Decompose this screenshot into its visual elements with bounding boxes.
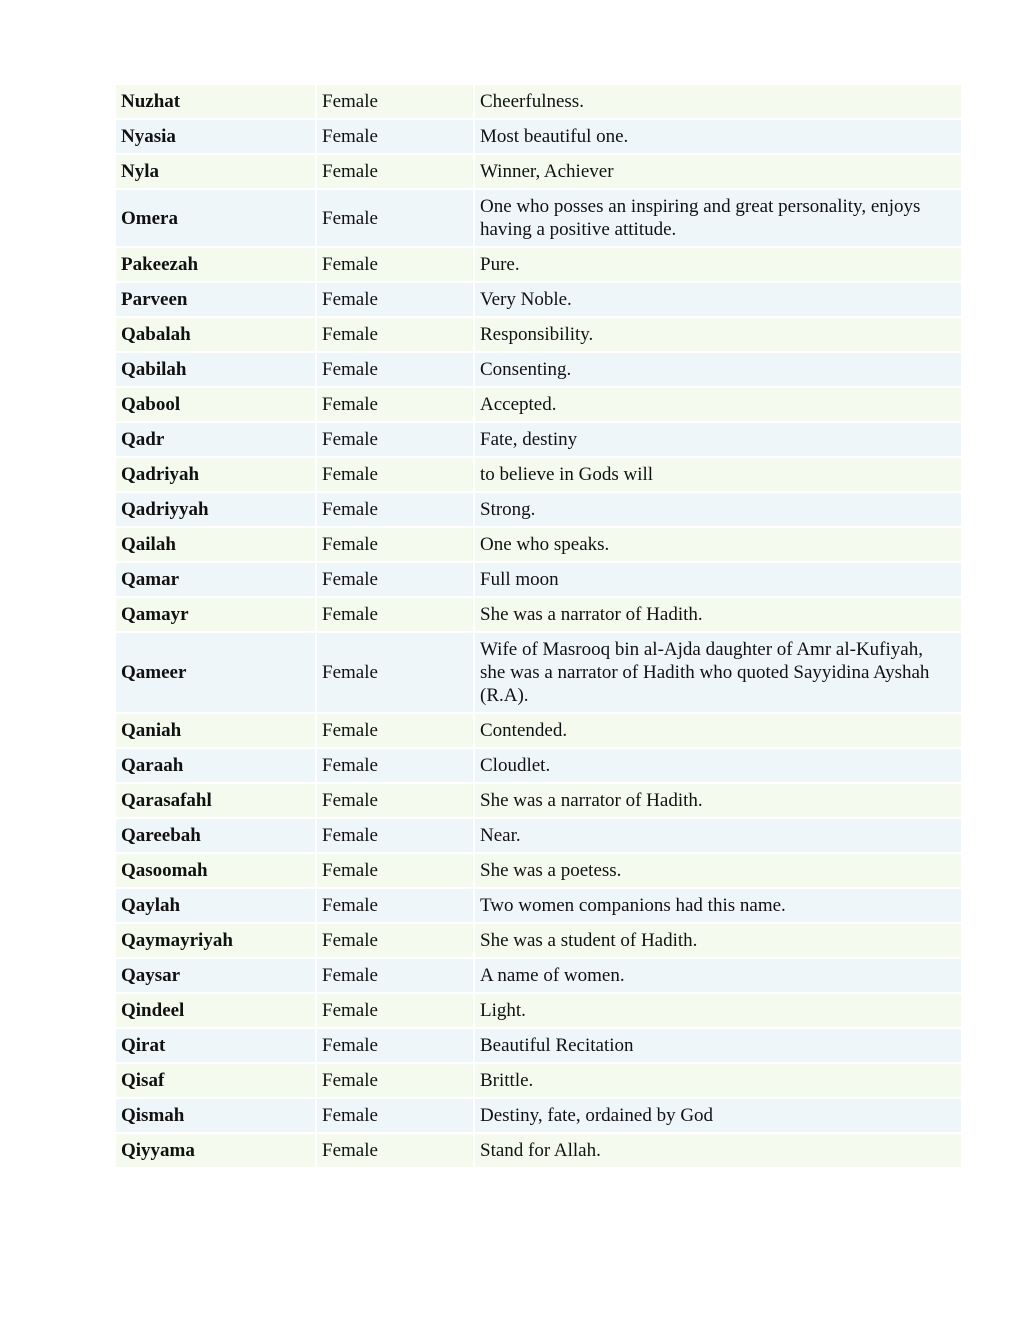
name-cell: Qaysar bbox=[116, 959, 315, 992]
table-row bbox=[116, 155, 961, 188]
gender-cell: Female bbox=[317, 633, 473, 712]
table-row bbox=[116, 353, 961, 386]
gender-cell: Female bbox=[317, 248, 473, 281]
meaning-cell: She was a narrator of Hadith. bbox=[475, 784, 961, 817]
table-row bbox=[116, 633, 961, 712]
gender-cell: Female bbox=[317, 784, 473, 817]
table-row bbox=[116, 120, 961, 153]
table-row bbox=[116, 1064, 961, 1097]
name-cell: Qaraah bbox=[116, 749, 315, 782]
table-row bbox=[116, 784, 961, 817]
gender-cell: Female bbox=[317, 819, 473, 852]
table-row bbox=[116, 388, 961, 421]
table-row bbox=[116, 819, 961, 852]
table-row bbox=[116, 190, 961, 246]
name-cell: Qabool bbox=[116, 388, 315, 421]
meaning-cell: Contended. bbox=[475, 714, 961, 747]
meaning-cell: Most beautiful one. bbox=[475, 120, 961, 153]
meaning-cell: Fate, destiny bbox=[475, 423, 961, 456]
meaning-cell: She was a student of Hadith. bbox=[475, 924, 961, 957]
table-row bbox=[116, 1134, 961, 1167]
meaning-cell: to believe in Gods will bbox=[475, 458, 961, 491]
name-cell: Qarasafahl bbox=[116, 784, 315, 817]
gender-cell: Female bbox=[317, 458, 473, 491]
gender-cell: Female bbox=[317, 889, 473, 922]
table-row bbox=[116, 1029, 961, 1062]
table-row bbox=[116, 924, 961, 957]
meaning-cell: Full moon bbox=[475, 563, 961, 596]
meaning-cell: Very Noble. bbox=[475, 283, 961, 316]
table-row bbox=[116, 994, 961, 1027]
gender-cell: Female bbox=[317, 423, 473, 456]
name-cell: Qirat bbox=[116, 1029, 315, 1062]
meaning-cell: Cloudlet. bbox=[475, 749, 961, 782]
meaning-cell: Winner, Achiever bbox=[475, 155, 961, 188]
meaning-cell: One who speaks. bbox=[475, 528, 961, 561]
gender-cell: Female bbox=[317, 85, 473, 118]
name-cell: Qabilah bbox=[116, 353, 315, 386]
name-cell: Nyla bbox=[116, 155, 315, 188]
meaning-cell: Beautiful Recitation bbox=[475, 1029, 961, 1062]
meaning-cell: Light. bbox=[475, 994, 961, 1027]
meaning-cell: Cheerfulness. bbox=[475, 85, 961, 118]
gender-cell: Female bbox=[317, 493, 473, 526]
gender-cell: Female bbox=[317, 1134, 473, 1167]
meaning-cell: Two women companions had this name. bbox=[475, 889, 961, 922]
gender-cell: Female bbox=[317, 155, 473, 188]
name-cell: Qabalah bbox=[116, 318, 315, 351]
name-cell: Qasoomah bbox=[116, 854, 315, 887]
names-table bbox=[114, 83, 963, 1169]
gender-cell: Female bbox=[317, 959, 473, 992]
table-row bbox=[116, 318, 961, 351]
name-cell: Qareebah bbox=[116, 819, 315, 852]
name-cell: Qaymayriyah bbox=[116, 924, 315, 957]
meaning-cell: Brittle. bbox=[475, 1064, 961, 1097]
name-cell: Qamar bbox=[116, 563, 315, 596]
meaning-cell: Wife of Masrooq bin al-Ajda daughter of Amr al-Kufiyah, she was a narrator of Hadith who quoted Sayyidina Ayshah (R.A). bbox=[475, 633, 961, 712]
name-cell: Omera bbox=[116, 190, 315, 246]
meaning-cell: Responsibility. bbox=[475, 318, 961, 351]
table-row bbox=[116, 598, 961, 631]
meaning-cell: She was a narrator of Hadith. bbox=[475, 598, 961, 631]
gender-cell: Female bbox=[317, 353, 473, 386]
name-cell: Qamayr bbox=[116, 598, 315, 631]
table-row bbox=[116, 493, 961, 526]
name-cell: Qismah bbox=[116, 1099, 315, 1132]
name-cell: Qindeel bbox=[116, 994, 315, 1027]
gender-cell: Female bbox=[317, 598, 473, 631]
name-cell: Parveen bbox=[116, 283, 315, 316]
name-cell: Qadr bbox=[116, 423, 315, 456]
table-row bbox=[116, 85, 961, 118]
meaning-cell: Pure. bbox=[475, 248, 961, 281]
meaning-cell: Destiny, fate, ordained by God bbox=[475, 1099, 961, 1132]
table-row bbox=[116, 854, 961, 887]
meaning-cell: One who posses an inspiring and great personality, enjoys having a positive attitude. bbox=[475, 190, 961, 246]
name-cell: Qisaf bbox=[116, 1064, 315, 1097]
gender-cell: Female bbox=[317, 318, 473, 351]
gender-cell: Female bbox=[317, 1029, 473, 1062]
table-row bbox=[116, 458, 961, 491]
gender-cell: Female bbox=[317, 563, 473, 596]
gender-cell: Female bbox=[317, 749, 473, 782]
name-cell: Qaylah bbox=[116, 889, 315, 922]
meaning-cell: Near. bbox=[475, 819, 961, 852]
names-table-body bbox=[116, 85, 961, 1167]
meaning-cell: Stand for Allah. bbox=[475, 1134, 961, 1167]
name-cell: Qadriyyah bbox=[116, 493, 315, 526]
gender-cell: Female bbox=[317, 714, 473, 747]
gender-cell: Female bbox=[317, 924, 473, 957]
table-row bbox=[116, 714, 961, 747]
name-cell: Pakeezah bbox=[116, 248, 315, 281]
gender-cell: Female bbox=[317, 283, 473, 316]
name-cell: Qailah bbox=[116, 528, 315, 561]
table-row bbox=[116, 749, 961, 782]
gender-cell: Female bbox=[317, 120, 473, 153]
name-cell: Qaniah bbox=[116, 714, 315, 747]
gender-cell: Female bbox=[317, 994, 473, 1027]
name-cell: Nuzhat bbox=[116, 85, 315, 118]
name-cell: Qameer bbox=[116, 633, 315, 712]
gender-cell: Female bbox=[317, 1064, 473, 1097]
gender-cell: Female bbox=[317, 528, 473, 561]
meaning-cell: A name of women. bbox=[475, 959, 961, 992]
table-row bbox=[116, 528, 961, 561]
table-row bbox=[116, 889, 961, 922]
table-row bbox=[116, 1099, 961, 1132]
gender-cell: Female bbox=[317, 854, 473, 887]
table-row bbox=[116, 563, 961, 596]
meaning-cell: Strong. bbox=[475, 493, 961, 526]
gender-cell: Female bbox=[317, 388, 473, 421]
table-row bbox=[116, 423, 961, 456]
gender-cell: Female bbox=[317, 1099, 473, 1132]
meaning-cell: She was a poetess. bbox=[475, 854, 961, 887]
table-row bbox=[116, 248, 961, 281]
name-cell: Qiyyama bbox=[116, 1134, 315, 1167]
gender-cell: Female bbox=[317, 190, 473, 246]
name-cell: Nyasia bbox=[116, 120, 315, 153]
table-row bbox=[116, 283, 961, 316]
name-cell: Qadriyah bbox=[116, 458, 315, 491]
meaning-cell: Accepted. bbox=[475, 388, 961, 421]
table-row bbox=[116, 959, 961, 992]
meaning-cell: Consenting. bbox=[475, 353, 961, 386]
